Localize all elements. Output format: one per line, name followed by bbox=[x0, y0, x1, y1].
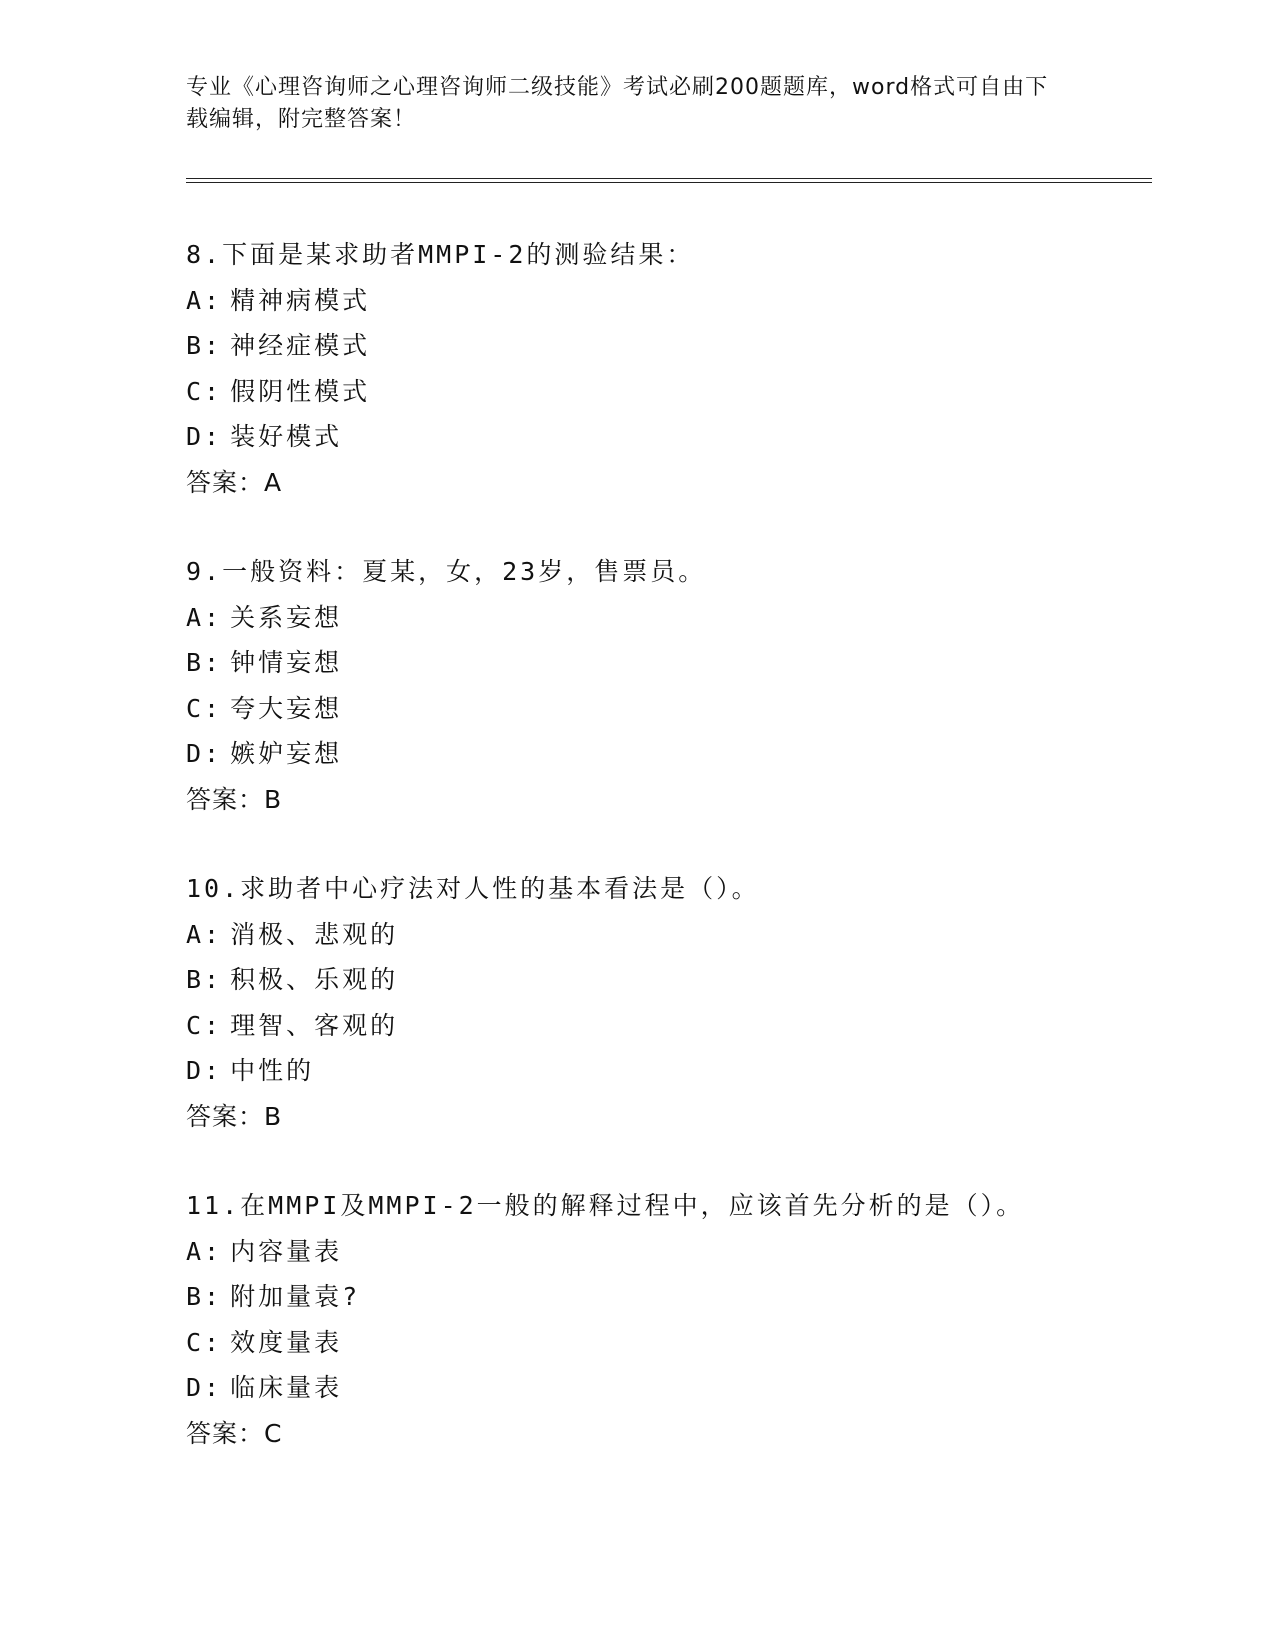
question-8 bbox=[186, 232, 1152, 505]
document-header-text: 专业《心理咨询师之心理咨询师二级技能》考试必刷200题题库，word格式可自由下载编辑，附完整答案！ bbox=[186, 75, 1049, 132]
header-double-rule bbox=[186, 178, 1152, 183]
answer-line: 答案：B bbox=[186, 1101, 283, 1131]
option-text: 假阴性模式 bbox=[230, 376, 371, 406]
option-text: 钟情妄想 bbox=[230, 648, 343, 677]
option-key: C: bbox=[186, 1327, 223, 1357]
option-text: 精神病模式 bbox=[230, 285, 371, 315]
option-key: B: bbox=[186, 331, 223, 360]
option-b bbox=[186, 323, 1152, 369]
option-text: 积极、乐观的 bbox=[230, 965, 399, 994]
option-key: B: bbox=[186, 1282, 223, 1311]
question-stem: 11.在MMPI及MMPI-2一般的解释过程中，应该首先分析的是（）。 bbox=[186, 1191, 1025, 1220]
option-d bbox=[186, 731, 1152, 777]
option-text: 神经症模式 bbox=[230, 331, 371, 360]
answer-line: 答案：A bbox=[186, 467, 283, 497]
option-c bbox=[186, 686, 1152, 732]
option-key: A: bbox=[186, 602, 223, 632]
option-text: 夸大妄想 bbox=[230, 693, 343, 723]
option-c bbox=[186, 1003, 1152, 1049]
option-text: 理智、客观的 bbox=[230, 1010, 399, 1040]
option-key: D: bbox=[186, 1373, 223, 1402]
option-key: A: bbox=[186, 285, 223, 315]
question-list bbox=[186, 232, 1152, 1500]
option-b bbox=[186, 640, 1152, 686]
option-text: 附加量袁? bbox=[230, 1282, 361, 1311]
option-c bbox=[186, 369, 1152, 415]
option-d bbox=[186, 1048, 1152, 1094]
question-stem: 9.一般资料：夏某，女，23岁，售票员。 bbox=[186, 557, 707, 586]
option-c bbox=[186, 1320, 1152, 1366]
answer-line: 答案：B bbox=[186, 784, 283, 814]
option-key: D: bbox=[186, 1056, 223, 1085]
option-a bbox=[186, 278, 1152, 324]
option-key: C: bbox=[186, 376, 223, 406]
option-text: 关系妄想 bbox=[230, 602, 343, 632]
option-text: 内容量表 bbox=[230, 1236, 343, 1266]
option-key: C: bbox=[186, 1010, 223, 1040]
option-text: 嫉妒妄想 bbox=[230, 739, 343, 768]
option-key: A: bbox=[186, 919, 223, 949]
option-text: 临床量表 bbox=[230, 1373, 343, 1402]
option-a bbox=[186, 595, 1152, 641]
question-stem: 8.下面是某求助者MMPI-2的测验结果： bbox=[186, 240, 695, 269]
option-key: C: bbox=[186, 693, 223, 723]
question-9 bbox=[186, 549, 1152, 822]
option-key: B: bbox=[186, 648, 223, 677]
option-key: D: bbox=[186, 422, 223, 451]
option-a bbox=[186, 912, 1152, 958]
question-10 bbox=[186, 866, 1152, 1139]
option-key: D: bbox=[186, 739, 223, 768]
answer-line: 答案：C bbox=[186, 1418, 283, 1448]
question-11 bbox=[186, 1183, 1152, 1456]
option-b bbox=[186, 1274, 1152, 1320]
option-b bbox=[186, 957, 1152, 1003]
question-stem: 10.求助者中心疗法对人性的基本看法是（）。 bbox=[186, 874, 760, 903]
option-text: 中性的 bbox=[230, 1056, 315, 1085]
option-text: 消极、悲观的 bbox=[230, 919, 399, 949]
option-text: 装好模式 bbox=[230, 422, 343, 451]
option-d bbox=[186, 414, 1152, 460]
option-key: B: bbox=[186, 965, 223, 994]
option-text: 效度量表 bbox=[230, 1327, 343, 1357]
option-a bbox=[186, 1229, 1152, 1275]
option-d bbox=[186, 1365, 1152, 1411]
option-key: A: bbox=[186, 1236, 223, 1266]
